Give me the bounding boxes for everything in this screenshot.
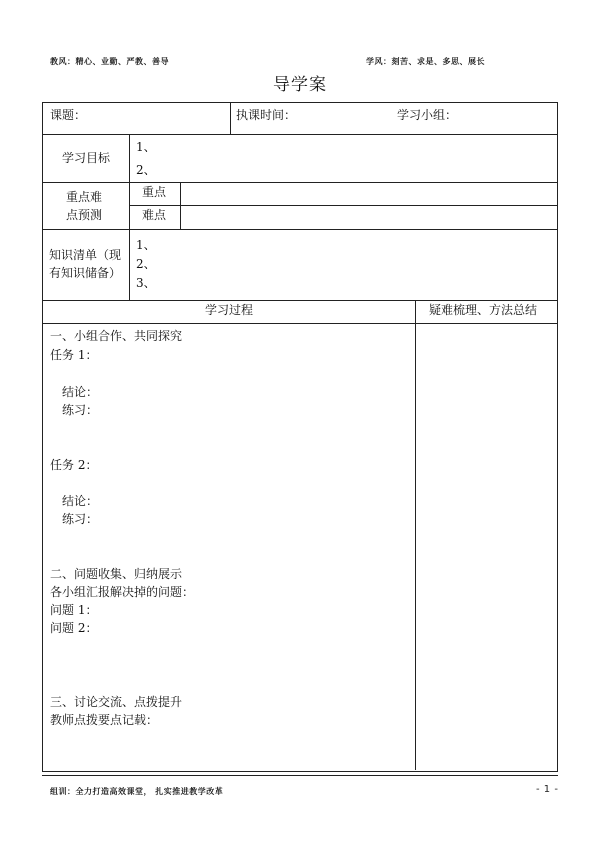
divider bbox=[43, 182, 557, 183]
knowledge-label: 知识清单（现 bbox=[49, 248, 122, 262]
knowledge-item: 2、 bbox=[136, 257, 156, 271]
section3-title: 三、讨论交流、点拨提升 bbox=[50, 695, 183, 709]
teaching-style-motto: 教风：精心、业勤、严教、善导 bbox=[50, 57, 169, 66]
divider bbox=[43, 134, 557, 135]
topic-label: 课题： bbox=[50, 108, 87, 122]
footer-divider bbox=[42, 775, 558, 776]
process-header: 学习过程 bbox=[205, 303, 254, 317]
footer-motto: 组训：全力打造高效课堂， 扎实推进教学改革 bbox=[50, 787, 224, 796]
knowledge-label: 有知识储备） bbox=[49, 266, 122, 280]
study-group-label: 学习小组： bbox=[397, 108, 458, 122]
page-number: - 1 - bbox=[536, 784, 559, 795]
key-difficulty-label: 点预测 bbox=[66, 208, 103, 222]
form-table bbox=[42, 102, 558, 772]
section1-title: 一、小组合作、共同探究 bbox=[50, 329, 183, 343]
divider bbox=[130, 205, 557, 206]
task1-practice: 练习： bbox=[62, 403, 99, 417]
knowledge-item: 3、 bbox=[136, 276, 156, 290]
goals-label: 学习目标 bbox=[62, 151, 111, 165]
section2-line: 各小组汇报解决掉的问题： bbox=[50, 585, 195, 599]
divider bbox=[230, 103, 231, 134]
task1-conclusion: 结论： bbox=[62, 385, 99, 399]
divider bbox=[180, 183, 181, 229]
divider bbox=[43, 300, 557, 301]
question2-label: 问题 2： bbox=[50, 621, 98, 635]
divider bbox=[129, 135, 130, 300]
goal-item: 2、 bbox=[136, 163, 156, 177]
knowledge-item: 1、 bbox=[136, 238, 156, 252]
summary-header: 疑难梳理、方法总结 bbox=[429, 303, 538, 317]
goal-item: 1、 bbox=[136, 140, 156, 154]
study-style-motto: 学风：刻苦、求是、多思、展长 bbox=[366, 57, 485, 66]
key-point-label: 重点 bbox=[142, 185, 167, 199]
divider bbox=[43, 229, 557, 230]
divider bbox=[43, 323, 557, 324]
question1-label: 问题 1： bbox=[50, 603, 98, 617]
divider bbox=[415, 301, 416, 770]
key-difficulty-label: 重点难 bbox=[66, 190, 103, 204]
task1-label: 任务 1： bbox=[50, 348, 98, 362]
section2-title: 二、问题收集、归纳展示 bbox=[50, 567, 183, 581]
task2-conclusion: 结论： bbox=[62, 494, 99, 508]
section3-line: 教师点拨要点记载： bbox=[50, 713, 159, 727]
difficulty-label: 难点 bbox=[142, 208, 167, 222]
task2-label: 任务 2： bbox=[50, 458, 98, 472]
teach-time-label: 执课时间： bbox=[236, 108, 297, 122]
task2-practice: 练习： bbox=[62, 512, 99, 526]
page-title: 导学案 bbox=[273, 75, 327, 95]
